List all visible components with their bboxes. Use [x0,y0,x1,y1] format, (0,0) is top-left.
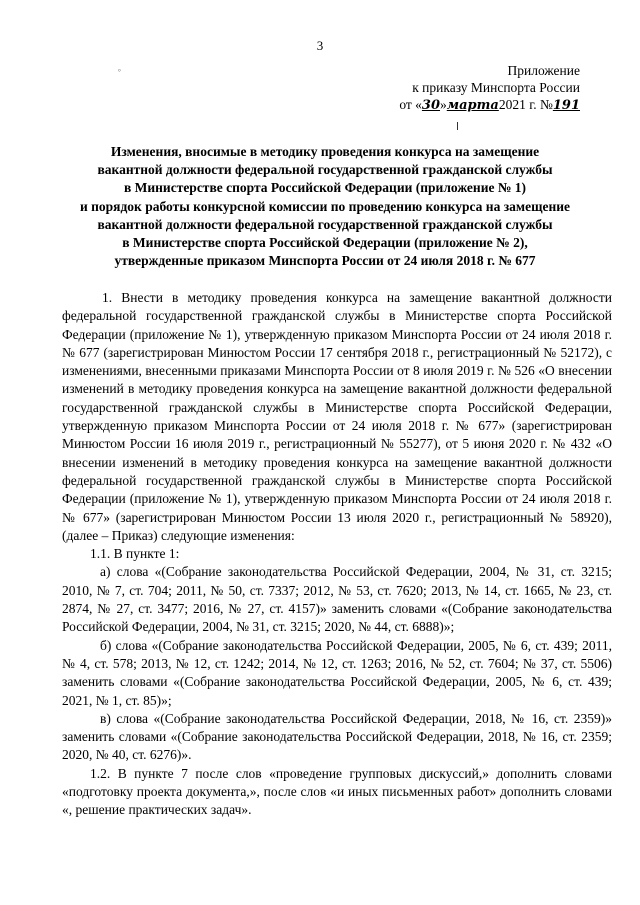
title-line: и порядок работы конкурсной комиссии по проведению конкурса на замещение [79,198,571,214]
document-body [62,289,612,820]
title-line: в Министерстве спорта Российской Федерации (приложение № 1) [123,180,527,196]
title-line: вакантной должности федеральной государственной гражданской службы [97,216,553,232]
paragraph-a: а) слова «(Собрание законодательства Российской Федерации, 2004, № 31, ст. 3215; 2010, № 7, ст. 704; 2011, № 50, ст. 7337; 2012, № 53, ст. 7620; 2013, № 14, ст. 1665, № 23, ст. 2874, № 27, ст. 3477; 2016, № 27, ст. 4157)» заменить словами «(Собрание законодательства Российской Федерации, 2004, № 31, ст. 3215; 2020, № 44, ст. 6888)»; [62,564,612,635]
appendix-header [399,62,580,114]
paragraph-1-2: 1.2. В пункте 7 после слов «проведение групповых дискуссий,» дополнить словами «подготовку проекта документа,», после слов «и иных письменных работ» дополнить словами «, решение практических задач». [62,765,612,818]
date-prefix: от « [399,97,422,112]
document-title [60,143,590,270]
appendix-date-line [399,96,580,114]
paragraph-1: 1. Внести в методику проведения конкурса на замещение вакантной должности федеральной государственной гражданской службы в Министерстве спорта Российской Федерации (приложение № 1), утвержденную приказом Минспорта России от 24 июля 2018 г. № 677 (зарегистрирован Минюстом России 17 сентября 2018 г., регистрационный № 52172), с изменениями, внесенными приказами Минспорта России от 8 июля 2019 г. № 526 «О внесении изменений в методику проведения конкурса на замещение вакантной должности федеральной государственной гражданской службы в Министерстве спорта Российской Федерации, утвержденную приказом Минспорта России от 24 июля 2018 г. № 677» (зарегистрирован Минюстом России 16 июля 2019 г., регистрационный № 55277), от 5 июня 2020 г. № 432 «О внесении изменений в методику проведения конкурса на замещение вакантной должности федеральной государственной гражданской службы в Министерстве спорта Российской Федерации (приложение № 1), утвержденную приказом Минспорта России от 24 июля 2018 г. № 677» (зарегистрирован Минюстом России 13 июля 2020 г., регистрационный № 58920), (далее – Приказ) следующие изменения: [62,290,612,543]
date-mid: » [440,97,447,112]
page-number: 3 [316,38,324,53]
handwritten-month: марта [446,98,499,113]
paragraph-1-1: 1.1. В пункте 1: [90,546,180,562]
appendix-order-ref: к приказу Минспорта России [412,80,580,95]
paragraph-b: б) слова «(Собрание законодательства Российской Федерации, 2005, № 6, ст. 439; 2011, № 4, ст. 578; 2013, № 12, ст. 1242; 2014, № 12, ст. 1263; 2016, № 52, ст. 7604; № 37, ст. 5506) заменить словами «(Собрание законодательства Российской Федерации, 2005, № 6, ст. 439; 2021, № 1, ст. 85)»; [62,637,612,708]
handwritten-day: 30 [421,98,441,113]
date-year: 2021 г. № [498,97,553,112]
margin-tick [457,122,458,130]
appendix-label: Приложение [507,63,580,78]
title-line: в Министерстве спорта Российской Федерации (приложение № 2), [122,235,528,251]
title-line: Изменения, вносимые в методику проведения конкурса на замещение [110,144,540,159]
paragraph-v: в) слова «(Собрание законодательства Российской Федерации, 2018, № 16, ст. 2359)» заменить словами «(Собрание законодательства Российской Федерации, 2018, № 16, ст. 2359; 2020, № 40, ст. 6276)». [62,710,612,763]
stray-mark: ° [118,68,121,76]
title-line: вакантной должности федеральной государственной гражданской службы [97,162,553,178]
handwritten-number: 191 [552,98,580,113]
title-line: утвержденные приказом Минспорта России от 24 июля 2018 г. № 677 [114,253,536,269]
